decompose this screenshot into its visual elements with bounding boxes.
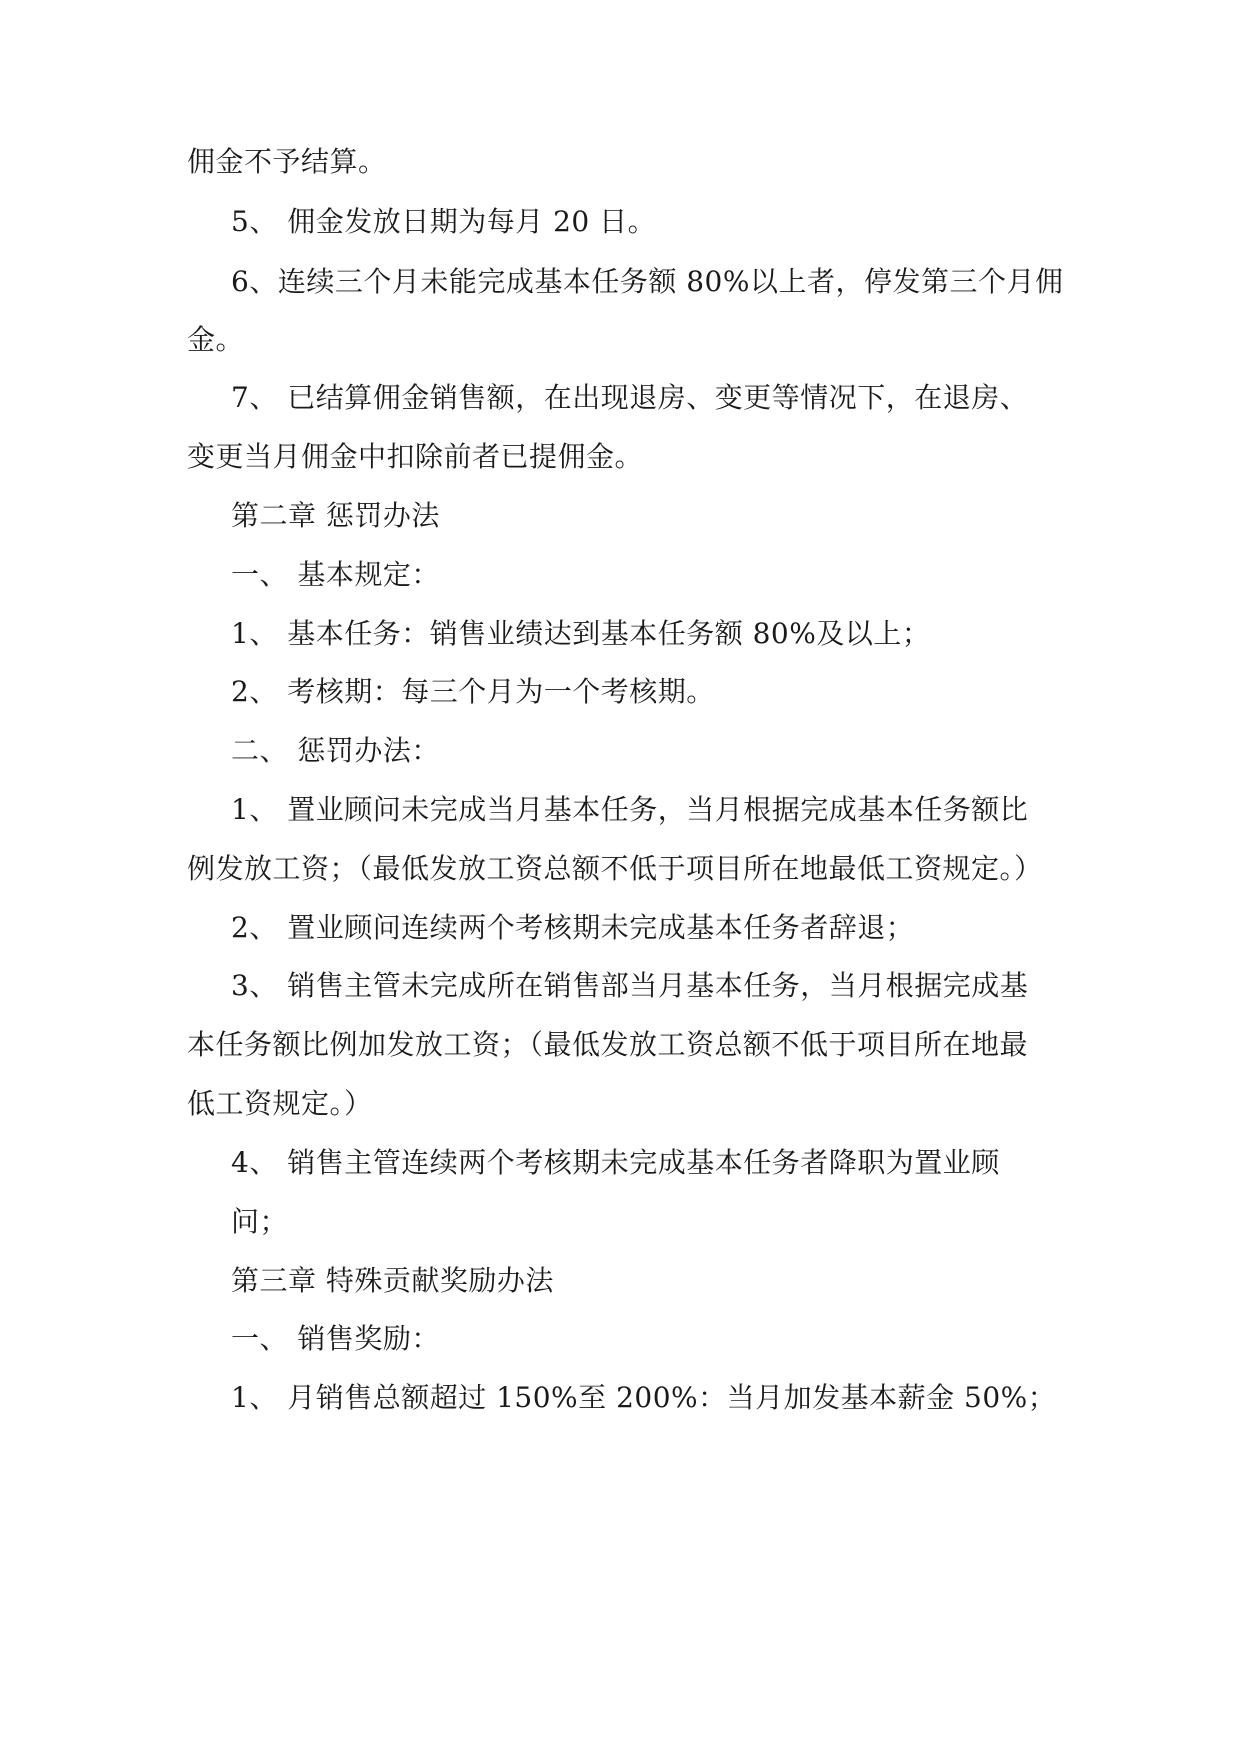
section-heading: 一、 基本规定： (231, 558, 440, 591)
paragraph-line: 佣金不予结算。 (187, 145, 387, 178)
paragraph-line: 2、 考核期：每三个月为一个考核期。 (231, 675, 715, 708)
paragraph-line: 7、 已结算佣金销售额，在出现退房、变更等情况下，在退房、 (231, 381, 1029, 414)
paragraph-line: 1、 置业顾问未完成当月基本任务，当月根据完成基本任务额比 (231, 793, 1029, 826)
paragraph-line: 3、 销售主管未完成所在销售部当月基本任务，当月根据完成基 (231, 969, 1029, 1002)
paragraph-line: 6、连续三个月未能完成基本任务额 80%以上者，停发第三个月佣 (231, 265, 1064, 298)
paragraph-line: 5、 佣金发放日期为每月 20 日。 (231, 205, 657, 238)
paragraph-line: 4、 销售主管连续两个考核期未完成基本任务者降职为置业顾 (231, 1146, 1000, 1179)
paragraph-line: 1、 月销售总额超过 150%至 200%：当月加发基本薪金 50%； (231, 1381, 1057, 1414)
paragraph-line: 本任务额比例加发放工资；（最低发放工资总额不低于项目所在地最 (187, 1028, 1029, 1061)
paragraph-line: 问； (231, 1205, 289, 1238)
paragraph-line: 例发放工资；（最低发放工资总额不低于项目所在地最低工资规定。） (187, 852, 1043, 885)
paragraph-line: 2、 置业顾问连续两个考核期未完成基本任务者辞退； (231, 911, 915, 944)
paragraph-line: 低工资规定。） (187, 1087, 373, 1120)
chapter-heading: 第二章 惩罚办法 (231, 499, 440, 532)
paragraph-line: 金。 (187, 323, 245, 356)
paragraph-line: 变更当月佣金中扣除前者已提佣金。 (187, 440, 644, 473)
section-heading: 二、 惩罚办法： (231, 734, 440, 767)
chapter-heading: 第三章 特殊贡献奖励办法 (231, 1264, 554, 1297)
section-heading: 一、 销售奖励： (231, 1322, 440, 1355)
paragraph-line: 1、 基本任务：销售业绩达到基本任务额 80%及以上； (231, 617, 931, 650)
